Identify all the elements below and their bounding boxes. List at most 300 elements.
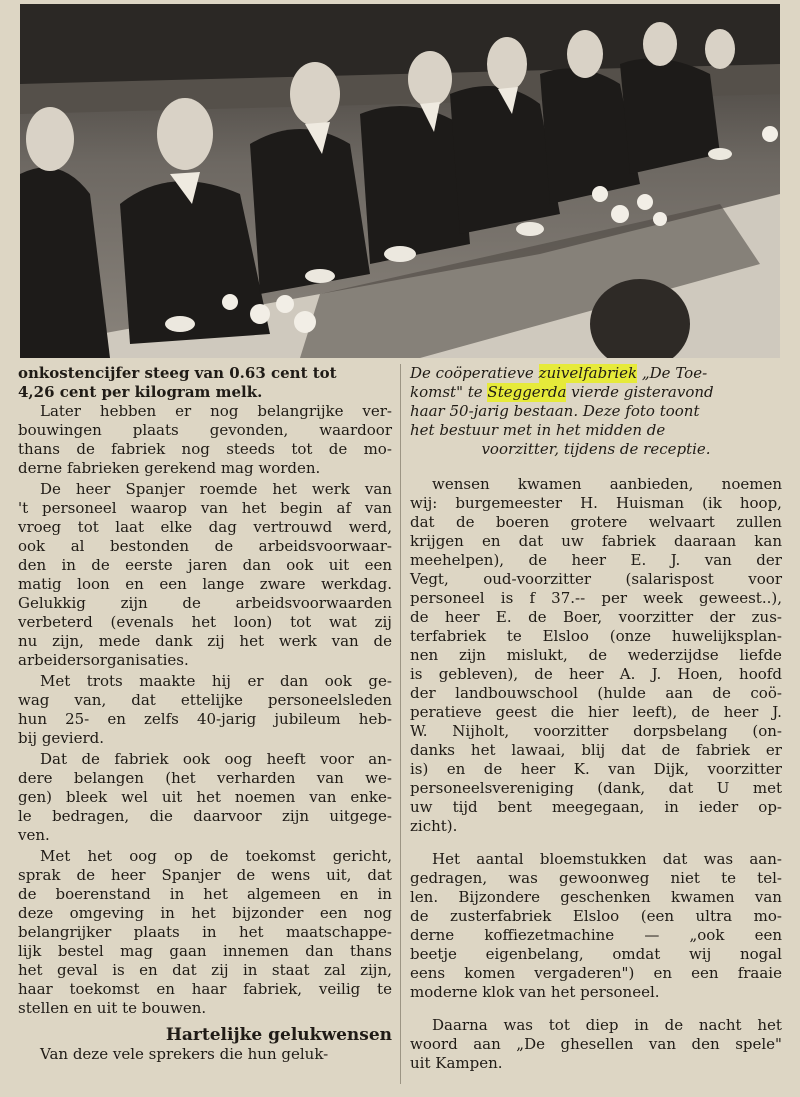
word: dat [172, 961, 197, 979]
left-paragraphs [18, 402, 392, 1018]
word: plaats [132, 421, 179, 439]
caption-text: voorzitter, tijdens de receptie. [481, 440, 711, 458]
word: een [159, 575, 187, 593]
word: was [503, 1016, 533, 1034]
word: hebben [99, 402, 157, 420]
word: is [500, 589, 514, 607]
text-line [18, 383, 392, 402]
text-line [410, 646, 782, 665]
word: roemde [199, 480, 258, 498]
paragraph [18, 672, 392, 748]
word: personeelsvereniging [410, 779, 574, 797]
word: nog [181, 440, 210, 458]
word: die [149, 807, 173, 825]
word: zij [207, 632, 225, 650]
word: de [182, 594, 201, 612]
word: nog [210, 402, 239, 420]
word: (dank, [597, 779, 646, 797]
word: nen [410, 646, 439, 664]
text-line [410, 665, 782, 684]
word: wel [121, 788, 148, 806]
word: niet [670, 869, 700, 887]
word: enke- [350, 788, 392, 806]
word: tot [548, 1016, 570, 1034]
word: noemen [721, 475, 782, 493]
word: diep [585, 1016, 619, 1034]
word: koffiezetmachine [484, 926, 615, 944]
word: en [339, 885, 359, 903]
word: tot [291, 440, 313, 458]
word: dan [280, 672, 309, 690]
word: loon [77, 575, 110, 593]
word: verharden [216, 769, 296, 787]
word: in [202, 923, 217, 941]
word: er [247, 672, 264, 690]
word: ghesellen [560, 1035, 634, 1053]
word: oog [224, 750, 253, 768]
word: krijgen [410, 532, 464, 550]
word: per [601, 589, 627, 607]
text-line [18, 847, 392, 866]
word: (onze [609, 627, 652, 645]
word: van [364, 480, 392, 498]
word: de [209, 847, 229, 865]
paragraph [410, 1016, 782, 1073]
text-line [18, 364, 392, 383]
word: nacht [698, 1016, 742, 1034]
word: met [752, 779, 782, 797]
word: waardoor [319, 421, 392, 439]
word: H. [580, 494, 598, 512]
word: ook [182, 750, 211, 768]
word: uitgege- [329, 807, 392, 825]
word: belangen [73, 769, 144, 787]
word: thans [349, 942, 392, 960]
word: fabriek [601, 532, 656, 550]
word: was [508, 869, 538, 887]
word: dat [131, 691, 156, 709]
text-line [410, 475, 782, 494]
word: oog [129, 847, 157, 865]
word: dat [662, 850, 688, 868]
word: af [336, 499, 352, 517]
text-line [410, 532, 782, 551]
column-divider [400, 364, 401, 1084]
word: week [643, 589, 683, 607]
word: zelfs [144, 710, 179, 728]
word: lange [202, 575, 245, 593]
word: eens [410, 964, 446, 982]
word: de [410, 907, 429, 925]
word: meegegaan, [551, 798, 645, 816]
word: zij [374, 613, 392, 631]
word: veilig [318, 980, 361, 998]
caption-line [410, 364, 782, 383]
text-line [410, 1035, 782, 1054]
text-line [18, 632, 392, 651]
word: haar [18, 980, 53, 998]
word: wag [18, 691, 50, 709]
word: jubileum [274, 710, 341, 728]
word: aan [473, 1035, 501, 1053]
word: in [242, 961, 258, 979]
word: 't [18, 499, 29, 517]
text-line [410, 722, 782, 741]
word: der [756, 551, 782, 569]
word: geweest..), [699, 589, 782, 607]
word: we- [365, 769, 392, 787]
word: het [470, 741, 496, 759]
paragraph [18, 402, 392, 478]
word: lawaai, [511, 741, 566, 759]
word: bijzonder [232, 904, 304, 922]
word: haar [191, 980, 227, 998]
text-line [18, 807, 392, 826]
text-line [18, 710, 392, 729]
word: steeds [226, 440, 275, 458]
word: vergaderen") [534, 964, 635, 982]
word: in [61, 556, 76, 574]
word: de [712, 684, 731, 702]
word: (hulde [597, 684, 646, 702]
word: J. [670, 551, 681, 569]
word: aantal [476, 850, 524, 868]
text-line [18, 402, 392, 421]
caption-line [410, 383, 782, 402]
text-line [18, 672, 392, 691]
word: an- [368, 750, 392, 768]
word: aan [665, 684, 693, 702]
word: heer [568, 665, 604, 683]
text-line [410, 741, 782, 760]
word: terfabriek [410, 627, 487, 645]
word: Spanjer [161, 866, 221, 884]
word: geschenken [560, 888, 651, 906]
word: een [319, 904, 348, 922]
word: de [588, 646, 608, 664]
word: wat [328, 613, 357, 631]
word: die [550, 703, 574, 721]
word: der [410, 684, 436, 702]
word: de [18, 885, 37, 903]
word: leeft), [632, 703, 678, 721]
word: dank [155, 632, 193, 650]
word: staat [271, 961, 310, 979]
word: boerenstand [55, 885, 151, 903]
word: zal [324, 961, 346, 979]
text-line: ven. [18, 826, 50, 844]
word: Met [40, 847, 71, 865]
word: jaren [188, 556, 228, 574]
word: tel- [757, 869, 782, 887]
word: dorpsbelang [633, 722, 728, 740]
word: zij [211, 961, 229, 979]
final-line [18, 1045, 392, 1064]
word: spele" [735, 1035, 782, 1053]
word: gedragen, [410, 869, 488, 887]
text-line [18, 980, 392, 999]
text-line [410, 888, 782, 907]
word: het [757, 1016, 782, 1034]
word: E. [495, 608, 512, 626]
word: is [112, 961, 125, 979]
text-line [18, 866, 392, 885]
word: bouwingen [18, 421, 102, 439]
word: in [160, 904, 175, 922]
word: de [214, 537, 234, 555]
word: belangrijker [18, 923, 112, 941]
word: noemen [234, 788, 296, 806]
text-line [18, 769, 392, 788]
word: in [169, 885, 185, 903]
word: op [174, 847, 193, 865]
word: A. [619, 665, 636, 683]
word: ettelijke [180, 691, 243, 709]
highlighted-term: Steggerda [487, 383, 567, 401]
word: coö- [750, 684, 782, 702]
word: uit [161, 788, 183, 806]
word: van [364, 499, 392, 517]
word: personeel [42, 499, 117, 517]
word: de [76, 440, 95, 458]
word: mo- [753, 907, 782, 925]
word: ook [286, 556, 314, 574]
word: heb- [358, 710, 392, 728]
word: op- [758, 798, 782, 816]
word: werk [311, 480, 350, 498]
word: zusterfabriek [450, 907, 552, 925]
word: dag [208, 518, 237, 536]
word: Met [40, 672, 71, 690]
word: nog [363, 904, 392, 922]
word: toekomst [245, 847, 316, 865]
word: sprak [18, 866, 61, 884]
word: Gelukkig [18, 594, 86, 612]
text-line [18, 942, 392, 961]
word: bent [497, 798, 532, 816]
word: het [87, 847, 113, 865]
word: tijd [452, 798, 478, 816]
word: beetje [410, 945, 457, 963]
word: heer [75, 480, 111, 498]
word: ge- [368, 672, 392, 690]
paragraph [410, 475, 782, 836]
word: Elsloo [572, 907, 620, 925]
word: dan [305, 942, 334, 960]
text-line: uit Kampen. [410, 1054, 503, 1072]
word: W. [410, 722, 428, 740]
text-line [18, 421, 392, 440]
word: J. [772, 703, 782, 721]
paragraph [18, 847, 392, 1018]
word: E. [630, 551, 647, 569]
word: er [765, 741, 782, 759]
word: voorzitter [618, 608, 694, 626]
word: en [125, 575, 144, 593]
text-line [18, 904, 392, 923]
word: wederzijdse [627, 646, 719, 664]
word: zijn, [360, 961, 392, 979]
word: len. [410, 888, 439, 906]
word: voorzitter [533, 722, 609, 740]
word: de [528, 551, 548, 569]
word: uit [328, 556, 350, 574]
word: derne [410, 926, 455, 944]
word: bloemstukken [539, 850, 647, 868]
word: gewoonweg [558, 869, 650, 887]
word: dat [410, 513, 435, 531]
line-text: Van deze vele sprekers die hun geluk- [40, 1045, 329, 1063]
word: voorzitter [707, 760, 782, 778]
right-paragraphs [410, 475, 782, 1073]
paragraph [18, 750, 392, 845]
caption-text: het bestuur met in het midden de [410, 421, 666, 439]
caption-line [410, 440, 782, 459]
word: het [239, 923, 264, 941]
text-line [410, 684, 782, 703]
text-line [410, 798, 782, 817]
text-line [410, 760, 782, 779]
word: het [272, 480, 297, 498]
word: het [18, 961, 43, 979]
text-line [18, 537, 392, 556]
word: wij [688, 945, 712, 963]
word: waarop [130, 499, 187, 517]
word: het [239, 632, 264, 650]
word: van [309, 788, 337, 806]
word: 37.-- [551, 589, 586, 607]
line-text: 4,26 cent per kilogram melk. [18, 383, 263, 401]
word: toekomst [69, 980, 140, 998]
caption-text: komst" te [410, 383, 488, 401]
word: mag [120, 942, 153, 960]
word: te [377, 980, 392, 998]
word: bleek [66, 788, 108, 806]
word: komen [464, 964, 516, 982]
word: matig [18, 575, 62, 593]
word: is) [410, 760, 429, 778]
word: Vegt, [410, 570, 449, 588]
word: fabriek [114, 750, 169, 768]
word: zus- [751, 608, 782, 626]
word: le [18, 807, 32, 825]
word: Later [40, 402, 81, 420]
word: gebleven), [438, 665, 519, 683]
caption-text: vierde gisteravond [566, 383, 714, 401]
word: Dijk, [653, 760, 690, 778]
word: heer [723, 703, 759, 721]
word: hoofd [739, 665, 782, 683]
word: het [191, 904, 216, 922]
word: geest [495, 703, 537, 721]
word: gevonden, [209, 421, 289, 439]
word: de [483, 760, 503, 778]
word: De [40, 480, 61, 498]
highlighted-term: zuivelfabriek [538, 364, 638, 382]
word: arbeidsvoorwaar- [258, 537, 392, 555]
word: de [236, 866, 256, 884]
text-line [410, 926, 782, 945]
word: van [331, 632, 359, 650]
word: van [648, 1035, 676, 1053]
text-line [410, 551, 782, 570]
word: maatschappe- [286, 923, 392, 941]
word: hij [211, 672, 231, 690]
word: eigenbelang, [485, 945, 584, 963]
word: der [709, 608, 736, 626]
word: den [691, 1035, 720, 1053]
word: gen) [18, 788, 52, 806]
text-line [18, 613, 392, 632]
text-line [410, 703, 782, 722]
word: hun [18, 710, 47, 728]
word: werd, [348, 518, 392, 536]
word: het [196, 788, 221, 806]
intro-bold [18, 364, 392, 402]
word: is [410, 665, 423, 683]
word: dat [621, 741, 646, 759]
word: de [410, 608, 429, 626]
word: oud-voorzitter [483, 570, 592, 588]
word: landbouwschool [455, 684, 578, 702]
word: de [328, 440, 348, 458]
left-column [18, 364, 392, 1064]
word: de [534, 665, 553, 683]
word: het [191, 613, 217, 631]
word: meehelpen), [410, 551, 505, 569]
caption-line [410, 402, 782, 421]
word: plaats [133, 923, 180, 941]
word: bedragen, [52, 807, 130, 825]
text-line [410, 907, 782, 926]
word: vertrouwd [253, 518, 333, 536]
word: (evenals [110, 613, 174, 631]
word: te [721, 869, 736, 887]
newspaper-photo [20, 4, 780, 358]
text-line [410, 570, 782, 589]
word: elke [160, 518, 193, 536]
word: Elsloo [542, 627, 589, 645]
word: bestonden [110, 537, 190, 555]
word: een [691, 964, 719, 982]
word: personeelsleden [267, 691, 392, 709]
word: verbeterd [18, 613, 93, 631]
word: vroeg [18, 518, 62, 536]
text-line: derne fabrieken gerekend mag worden. [18, 459, 321, 477]
word: Boer, [562, 608, 603, 626]
word: omdat [612, 945, 661, 963]
word: eerste [125, 556, 173, 574]
word: liefde [739, 646, 782, 664]
word: en [446, 760, 466, 778]
word: belangrijke [257, 402, 344, 420]
word: den [18, 556, 47, 574]
word: — [644, 926, 660, 944]
word: te [506, 627, 522, 645]
word: nogal [739, 945, 782, 963]
word: ook [18, 537, 46, 555]
caption-line [410, 421, 782, 440]
text-line [410, 779, 782, 798]
text-line [410, 869, 782, 888]
word: mede [98, 632, 141, 650]
word: en [156, 980, 175, 998]
word: hoop, [739, 494, 782, 512]
word: personeel [410, 589, 485, 607]
word: Nijholt, [452, 722, 510, 740]
right-column [410, 364, 782, 1075]
word: daaraan [673, 532, 737, 550]
